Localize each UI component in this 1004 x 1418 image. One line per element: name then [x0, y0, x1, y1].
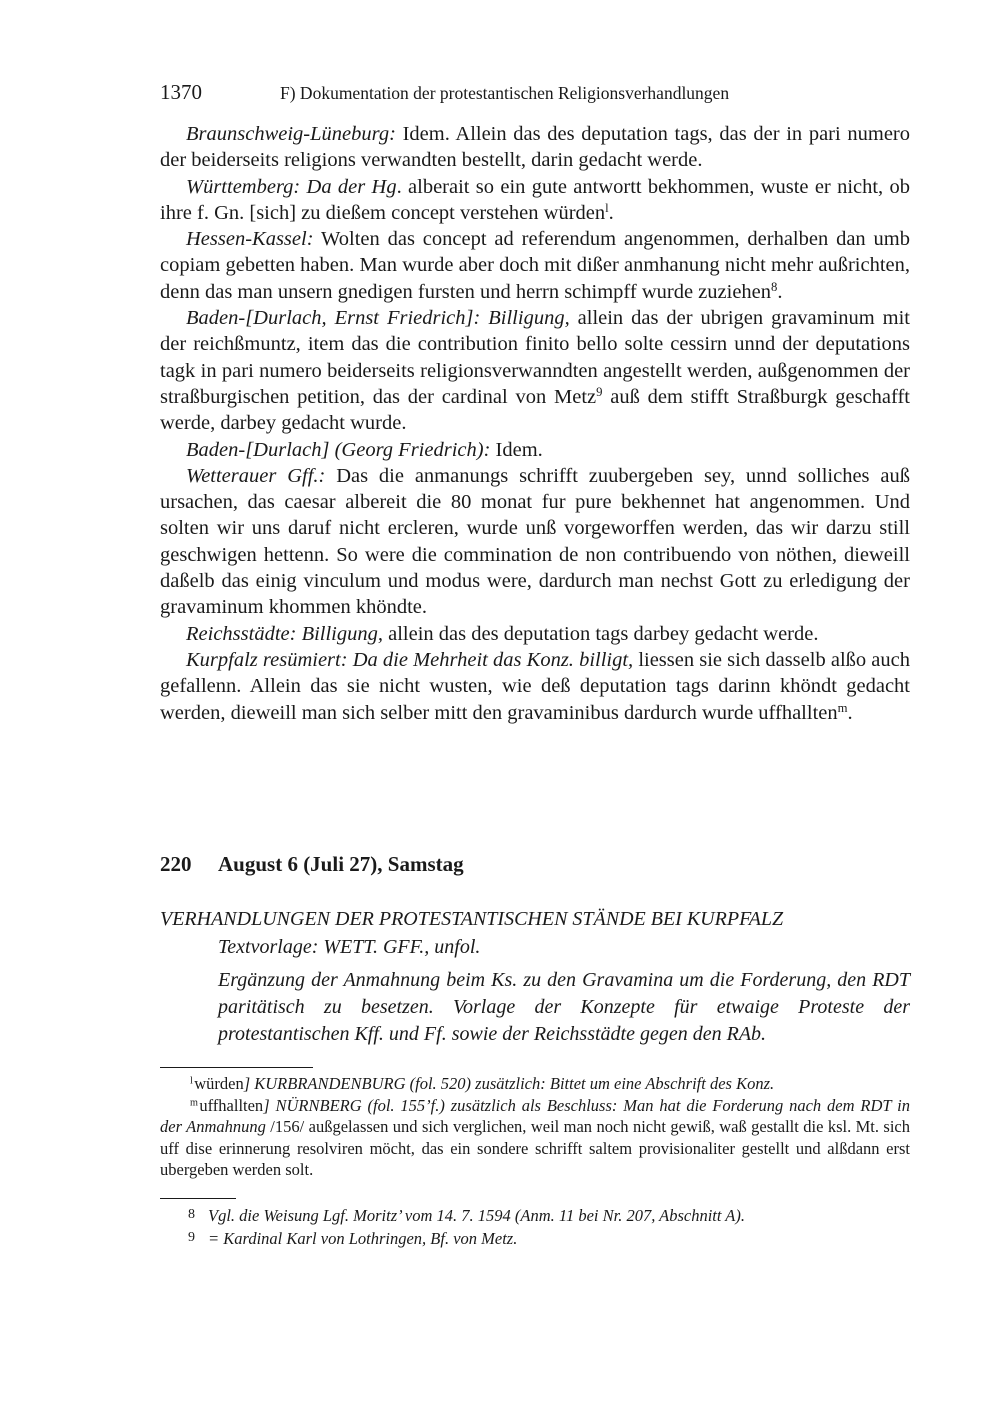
speaker: Baden-[Durlach, Ernst Friedrich]: Billigung,	[186, 307, 570, 330]
document-caption: VERHANDLUNGEN DER PROTESTANTISCHEN STÄNDE BEI KURPFALZ	[160, 908, 784, 930]
document-heading	[160, 850, 464, 878]
running-head	[160, 80, 910, 105]
lemma: uffhallten	[199, 1095, 264, 1115]
footnote-mark: 9	[188, 1229, 196, 1245]
document-date: August 6 (Juli 27), Samstag	[218, 852, 464, 876]
speaker: Kurpfalz resümiert: Da die Mehrheit das Konz. billigt,	[186, 648, 634, 671]
paragraph-hessen-kassel: Hessen-Kassel: Wolten das concept ad referendum angenommen, derhalben dan umb copiam gebetten haben. Man wurde aber doch mit dißer anmhanung nicht mehr außrichten, denn das man unsern gnedigen fursten und herrn schimpff wurde zuziehen$^8$.	[160, 228, 910, 303]
footnote-divider-commentary	[160, 1198, 236, 1199]
body-text	[160, 121, 910, 726]
lemma: würden	[194, 1074, 244, 1093]
footnote-ref[interactable]: 8	[771, 279, 778, 294]
footnote-ref[interactable]: m	[837, 700, 848, 715]
apparatus-notes	[160, 1073, 910, 1181]
speaker: Reichsstädte: Billigung,	[186, 622, 383, 645]
footnote-8: 8 Vgl. die Weisung Lgf. Moritz’ vom 14. 7. 1594 (Anm. 11 bei Nr. 207, Abschnitt A).	[188, 1205, 745, 1225]
paragraph-baden-georg-friedrich: Baden-[Durlach] (Georg Friedrich): Idem.	[186, 438, 543, 461]
footnote-mark: m	[190, 1096, 198, 1108]
speaker: Wetterauer Gff.:	[186, 464, 326, 487]
speaker: Hessen-Kassel:	[186, 228, 314, 251]
footnote-ref[interactable]: l	[605, 200, 609, 215]
running-title: F) Dokumentation der protestantischen Religionsverhandlungen	[280, 83, 730, 103]
footnote-divider-apparatus	[160, 1067, 313, 1068]
footnote-mark: 8	[188, 1207, 196, 1222]
paragraph-wuerttemberg: Württemberg: Da der Hg. alberait so ein gute antwortt bekhommen, wuste er nicht, ob ihre f. Gn. [sich] zu dießem concept verstehen würden$^l$.	[160, 175, 910, 224]
commentary-notes	[160, 1204, 910, 1250]
page-number: 1370	[160, 80, 202, 104]
speaker: Baden-[Durlach] (Georg Friedrich):	[186, 438, 491, 461]
paragraph-kurpfalz: Kurpfalz resümiert: Da die Mehrheit das Konz. billigt, liessen sie sich dasselb alßo auch gefallenn. Allein das sie nicht wusten, wie deß deputation tags darinn khöndt gedacht werden, dieweill man sich selber mitt den gravaminibus dardurch wurde uffhallten$^m$.	[160, 648, 910, 724]
paragraph-wetterauer: Wetterauer Gff.: Das die anmanungs schrifft zuubergeben sey, unnd solliches auß ursachen, das caesar albereit die 80 monat fur pure bekhennet hat angenommen. Und solten wir uns daruf nicht ercleren, wurde unß vorgeworffen werden, das wir darzu still geschwigen hettenn. So were die commination de non contribuendo von nöthen, dieweill daßelb das einig vinculum und modus were, dardurch man nechst Gott zu erledigung der gravaminum khommen khöndte.	[160, 464, 910, 619]
speaker: Braunschweig-Lüneburg:	[186, 123, 396, 145]
footnote-9: 9 = Kardinal Karl von Lothringen, Bf. von Metz.	[188, 1228, 518, 1248]
paragraph-reichsstaedte: Reichsstädte: Billigung, allein das des deputation tags darbey gedacht werde.	[186, 622, 819, 645]
document-source: Textvorlage: WETT. GFF., unfol.	[218, 936, 481, 958]
document-abstract: Ergänzung der Anmahnung beim Ks. zu den Gravamina um die Forderung, den RDT paritätisch zu besetzen. Vorlage der Konzepte für etwaige Proteste der protestantischen Kff. und Ff. sowie der Reichsstädte gegen den RAb.	[218, 969, 910, 1045]
paragraph-baden-ernst-friedrich: Baden-[Durlach, Ernst Friedrich]: Billigung, allein das der ubrigen gravaminum mit der reichßmuntz, item das die contribution finito bello solte cessirn unnd der deputations tagk in pari numero beiderseits religionsverwanndten angestellt werden, außgenommen der straßburgischen petition, das der cardinal von Metz$^9$ auß dem stifft Straßburgk geschafft werde, darbey gedacht wurde.	[160, 307, 910, 435]
footnote-l: $^l$ würden] KURBRANDENBURG (fol. 520) zusätzlich: Bittet um eine Abschrift des Konz.	[190, 1074, 775, 1093]
footnote-m: $^m$ uffhallten] NÜRNBERG (fol. 155’f.) zusätzlich als Beschluss: Man hat die Forderung nach dem RDT in der Anmahnung /156/ außgelassen und sich verglichen, weil man noch nicht gewiß, waß gestallt die ksl. Mt. sich uff dise erinnerung resolviren möcht, das ein sondere schrifft saltem provisionaliter gestellt und alßdann erst ubergeben werden solt.	[160, 1095, 910, 1179]
paragraph-braunschweig: Braunschweig-Lüneburg: Idem. Allein das des deputation tags, das der in pari numero der beiderseits religions verwandten bestellt, darin gedacht werde.	[160, 123, 910, 172]
document-summary	[160, 905, 920, 1048]
speaker: Württemberg: Da der Hg	[186, 175, 397, 198]
footnote-ref[interactable]: 9	[596, 384, 603, 399]
footnote-mark: l	[190, 1075, 193, 1087]
document-number: 220	[160, 852, 192, 876]
